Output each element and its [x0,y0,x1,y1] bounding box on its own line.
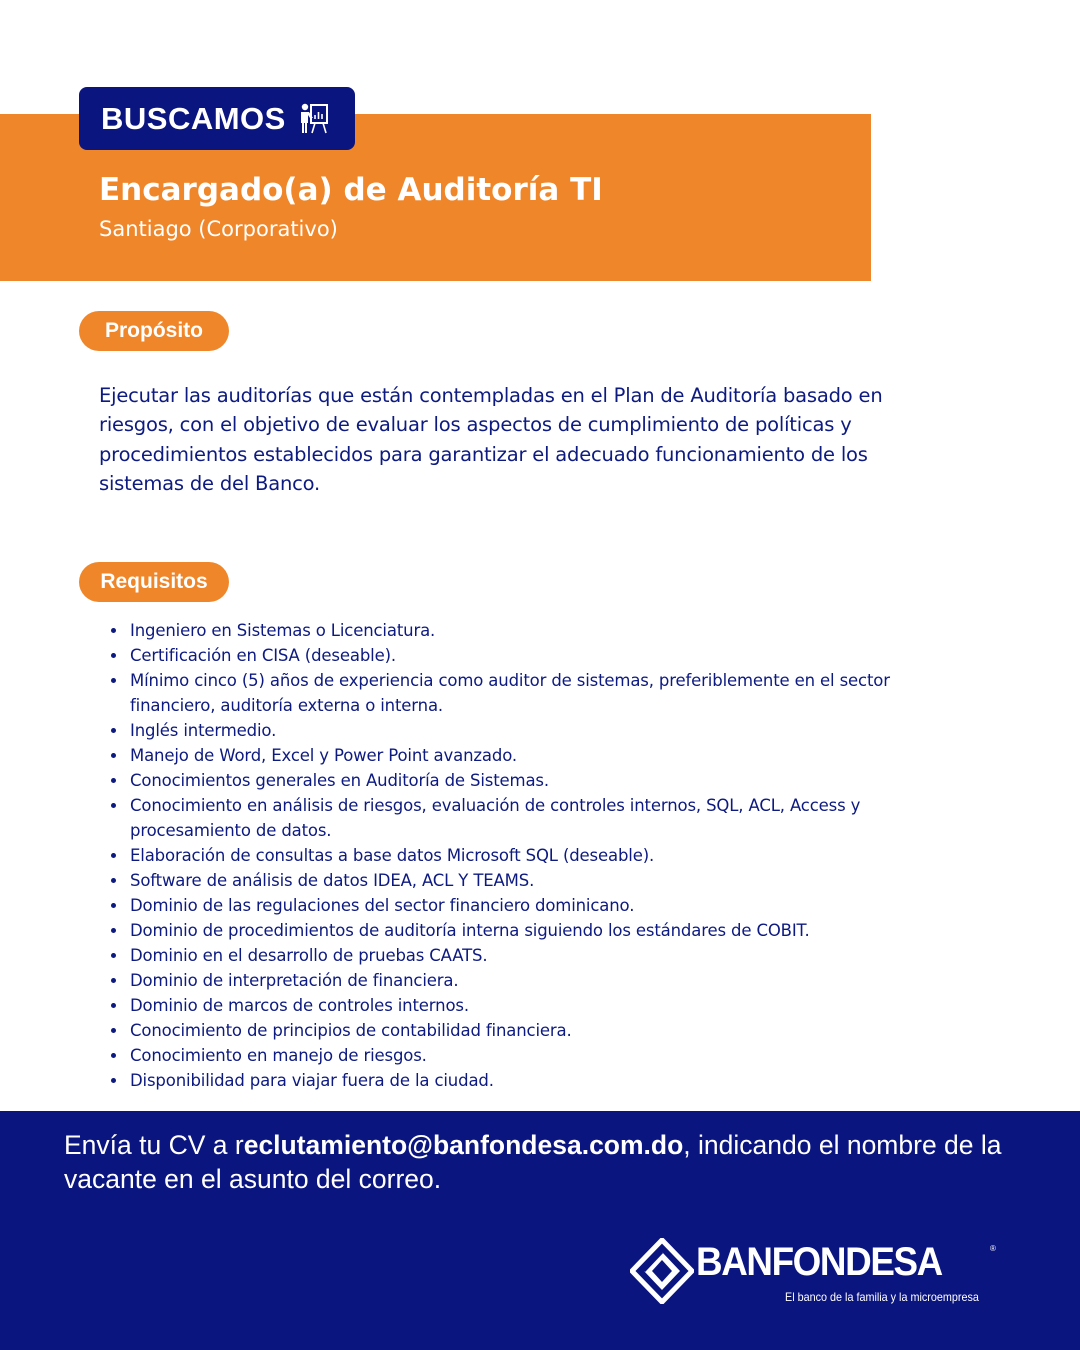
registered-mark: ® [990,1244,996,1253]
job-location: Santiago (Corporativo) [99,217,338,241]
buscamos-badge [79,87,355,150]
requirement-item: Software de análisis de datos IDEA, ACL Y TEAMS. [108,868,928,893]
job-title: Encargado(a) de Auditoría TI [99,172,603,208]
requirement-item: Mínimo cinco (5) años de experiencia como auditor de sistemas, preferiblemente en el sector financiero, auditoría externa o interna. [108,668,928,718]
requirement-item: Manejo de Word, Excel y Power Point avanzado. [108,743,928,768]
requirement-item: Conocimiento de principios de contabilidad financiera. [108,1018,928,1043]
banfondesa-logo [630,1238,1010,1308]
purpose-heading: Propósito [79,311,229,351]
diamond-logo-icon [630,1238,694,1304]
brand-tagline: El banco de la familia y la microempresa [785,1290,979,1304]
requirement-item: Conocimientos generales en Auditoría de Sistemas. [108,768,928,793]
requirement-item: Disponibilidad para viajar fuera de la ciudad. [108,1068,928,1093]
cta-prefix: Envía tu CV a r [64,1130,244,1160]
requirement-item: Dominio de procedimientos de auditoría interna siguiendo los estándares de COBIT. [108,918,928,943]
purpose-text: Ejecutar las auditorías que están contempladas en el Plan de Auditoría basado en riesgos, con el objetivo de evaluar los aspectos de cumplimiento de políticas y procedimientos establecidos para garantizar el adecuado funcionamiento de los sistemas de del Banco. [99,384,883,496]
requirement-item: Dominio en el desarrollo de pruebas CAATS. [108,943,928,968]
requirement-item: Dominio de interpretación de financiera. [108,968,928,993]
cta-suffix: , indicando el nombre de la vacante en el asunto del correo. [64,1130,1002,1194]
presenter-board-icon [298,102,330,136]
requirement-item: Ingeniero en Sistemas o Licenciatura. [108,618,928,643]
requirement-item: Inglés intermedio. [108,718,928,743]
requirement-item: Conocimiento en análisis de riesgos, evaluación de controles internos, SQL, ACL, Access y procesamiento de datos. [108,793,928,843]
requirement-item: Certificación en CISA (deseable). [108,643,928,668]
buscamos-label: BUSCAMOS [101,100,286,136]
brand-name: BANFONDESA [696,1240,942,1284]
requirement-item: Dominio de marcos de controles internos. [108,993,928,1018]
requirements-heading: Requisitos [79,562,229,602]
requirements-list [108,618,928,1093]
requirement-item: Elaboración de consultas a base datos Microsoft SQL (deseable). [108,843,928,868]
requirement-item: Dominio de las regulaciones del sector financiero dominicano. [108,893,928,918]
cta-text [64,1128,1024,1196]
requirement-item: Conocimiento en manejo de riesgos. [108,1043,928,1068]
cta-email-link[interactable]: eclutamiento@banfondesa.com.do [243,1130,684,1160]
